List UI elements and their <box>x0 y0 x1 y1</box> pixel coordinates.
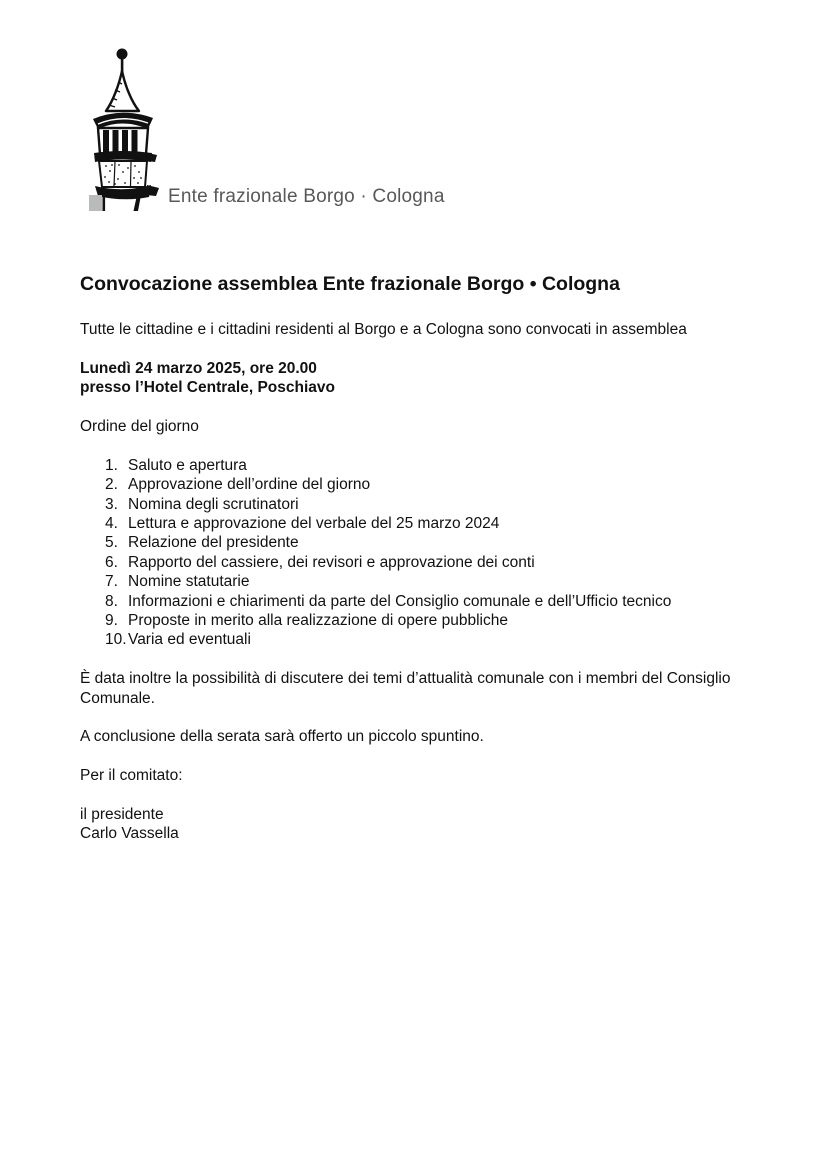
agenda-item <box>105 553 736 572</box>
agenda-item <box>105 592 736 611</box>
committee-line: Per il comitato: <box>80 767 183 785</box>
signature-name: Carlo Vassella <box>80 825 179 843</box>
agenda-item <box>105 456 736 475</box>
closing-paragraph: È data inoltre la possibilità di discutere dei temi d’attualità comunale con i membri del Consiglio Comunale. <box>80 670 731 707</box>
agenda-item-number: 4. <box>105 515 118 533</box>
agenda-item-text: Rapporto del cassiere, dei revisori e approvazione dei conti <box>128 553 535 571</box>
agenda-item-number: 7. <box>105 573 118 591</box>
agenda-heading: Ordine del giorno <box>80 418 199 435</box>
event-datetime-block <box>80 359 736 398</box>
agenda-list <box>80 456 736 650</box>
agenda-item-number: 10. <box>105 631 127 649</box>
agenda-item <box>105 495 736 514</box>
agenda-item-text: Proposte in merito alla realizzazione di opere pubbliche <box>128 612 508 630</box>
agenda-item-number: 5. <box>105 534 118 552</box>
agenda-item-text: Relazione del presidente <box>128 534 299 552</box>
agenda-item <box>105 611 736 630</box>
agenda-item-number: 9. <box>105 612 118 630</box>
agenda-item <box>105 514 736 533</box>
agenda-item <box>105 630 736 649</box>
agenda-item-number: 3. <box>105 495 118 513</box>
agenda-item-text: Nomine statutarie <box>128 573 250 591</box>
agenda-item <box>105 572 736 591</box>
document-title: Convocazione assemblea Ente frazionale Borgo • Cologna <box>80 273 620 295</box>
letter-body <box>80 272 736 844</box>
agenda-item <box>105 475 736 494</box>
agenda-item-text: Lettura e approvazione del verbale del 25 marzo 2024 <box>128 515 500 533</box>
agenda-item-text: Informazioni e chiarimenti da parte del Consiglio comunale e dell’Ufficio tecnico <box>128 592 672 610</box>
agenda-item <box>105 533 736 552</box>
signature-role: il presidente <box>80 806 164 824</box>
signature-block <box>80 805 736 844</box>
agenda-item-number: 1. <box>105 456 118 474</box>
refreshment-note: A conclusione della serata sarà offerto un piccolo spuntino. <box>80 728 484 746</box>
event-location-line: presso l’Hotel Centrale, Poschiavo <box>80 379 335 397</box>
agenda-item-number: 8. <box>105 592 118 610</box>
agenda-item-text: Approvazione dell’ordine del giorno <box>128 476 371 494</box>
agenda-item-text: Nomina degli scrutinatori <box>128 495 299 513</box>
intro-paragraph: Tutte le cittadine e i cittadini residenti al Borgo e a Cologna sono convocati in assemblea <box>80 321 687 338</box>
brand-wordmark: Ente frazionale Borgo · Cologna <box>168 186 445 207</box>
agenda-item-text: Saluto e apertura <box>128 456 247 474</box>
event-date-line: Lunedì 24 marzo 2025, ore 20.00 <box>80 359 317 377</box>
agenda-item-number: 2. <box>105 476 118 494</box>
agenda-item-number: 6. <box>105 553 118 571</box>
agenda-item-text: Varia ed eventuali <box>128 631 251 649</box>
bell-tower-icon <box>85 45 163 211</box>
